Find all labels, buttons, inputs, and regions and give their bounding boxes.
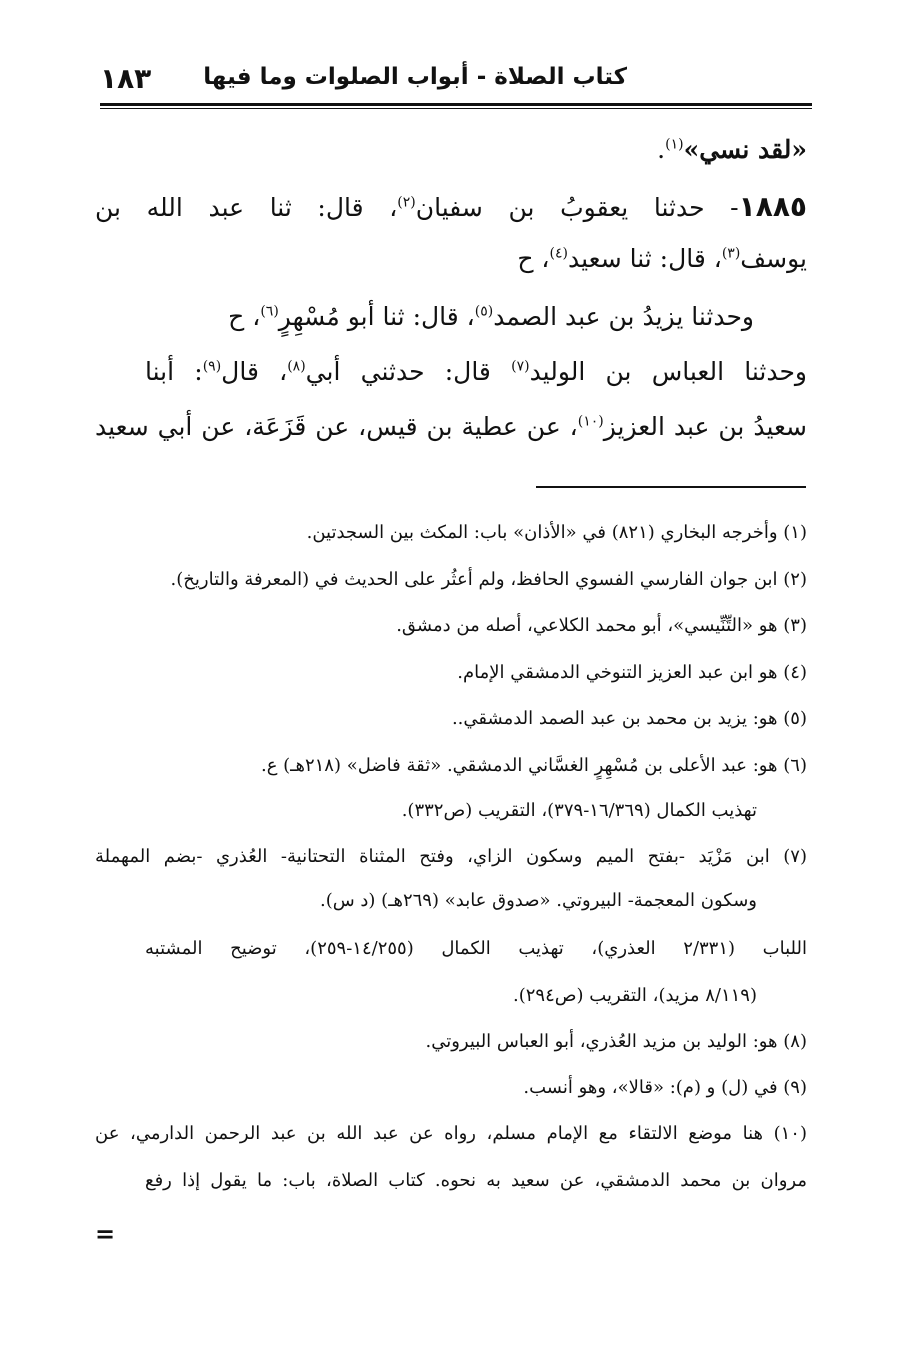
text-segment: سعيدُ بن عبد العزيز	[603, 412, 807, 441]
footnote-7-line-3: اللباب (٢/٣٣١ العذري)، تهذيب الكمال (١٤/٢٥٥-٢٥٩)، توضيح المشتبه	[145, 938, 807, 959]
footnote-ref: (١)	[665, 136, 684, 153]
footnote-separator	[536, 486, 806, 488]
sentence-end: .	[657, 135, 666, 164]
footnote-ref: (٣)	[721, 245, 741, 262]
text-segment: : أبنا	[145, 357, 203, 386]
footnote-5: (٥) هو: يزيد بن محمد بن عبد الصمد الدمشقي..	[451, 708, 807, 729]
footnote-3: (٣) هو «التِّنِّيسي»، أبو محمد الكلاعي، أصله من دمشق.	[396, 615, 807, 636]
continuation-mark: =	[95, 1219, 116, 1248]
footnote-ref: (١٠)	[577, 413, 604, 430]
main-line-5	[145, 357, 807, 387]
text-segment: ، ح	[228, 302, 261, 331]
text-segment: ، قال: ثنا أبو مُسْهِرٍ	[278, 302, 475, 331]
text-segment: يوسف	[740, 244, 807, 273]
footnote-ref: (٥)	[474, 303, 494, 320]
main-line-4	[228, 302, 754, 332]
page-header	[100, 58, 812, 102]
quoted-phrase: «لقد نسي»	[683, 135, 807, 164]
footnote-10-line-2: مروان بن محمد الدمشقي، عن سعيد به نحوه. كتاب الصلاة، باب: ما يقول إذا رفع	[145, 1170, 807, 1191]
footnote-8: (٨) هو: الوليد بن مزيد العُذري، أبو العباس البيروتي.	[425, 1031, 807, 1052]
text-segment: ، عن عطية بن قيس، عن قَزَعَة، عن أبي سعيد	[95, 412, 578, 441]
footnote-ref: (٢)	[397, 194, 416, 211]
text-segment: وحدثنا يزيدُ بن عبد الصمد	[493, 302, 754, 331]
footnote-ref: (٧)	[511, 358, 530, 375]
footnote-7-line-4: (٨/١١٩ مزيد)، التقريب (ص٢٩٤).	[513, 985, 757, 1006]
footnote-10: (١٠) هنا موضع الالتقاء مع الإمام مسلم، رواه عن عبد الله بن عبد الرحمن الدارمي، عن	[95, 1123, 808, 1144]
hadith-number: ١٨٨٥	[738, 190, 807, 223]
text-segment: قال: حدثني أبي	[305, 357, 512, 386]
footnote-7: (٧) ابن مَزْيَد -بفتح الميم وسكون الزاي، وفتح المثناة التحتانية- العُذري -بضم المهملة	[95, 846, 807, 867]
main-line-2	[95, 190, 807, 224]
page-number: ١٨٣	[100, 62, 152, 95]
text-segment: ، ح	[517, 244, 550, 273]
text-segment: ، قال: ثنا سعيد	[567, 244, 722, 273]
footnote-9: (٩) في (ل) و (م): «قالا»، وهو أنسب.	[523, 1077, 807, 1098]
text-segment: ، قال	[221, 357, 288, 386]
header-rule-thick	[100, 103, 812, 106]
footnote-6: (٦) هو: عبد الأعلى بن مُسْهِرٍ الغسَّاني الدمشقي. «ثقة فاضل» (٢١٨هـ) ع.	[260, 755, 807, 776]
running-title: كتاب الصلاة - أبواب الصلوات وما فيها	[203, 64, 627, 90]
footnote-1: (١) وأخرجه البخاري (٨٢١) في «الأذان» باب: المكث بين السجدتين.	[306, 522, 807, 543]
footnote-ref: (٩)	[202, 358, 222, 375]
header-rule-thin	[100, 108, 812, 109]
footnote-2: (٢) ابن جوان الفارسي الفسوي الحافظ، ولم أعثُر على الحديث في (المعرفة والتاريخ).	[170, 569, 807, 590]
footnote-4: (٤) هو ابن عبد العزيز التنوخي الدمشقي الإمام.	[457, 662, 807, 683]
footnote-7-line-2: وسكون المعجمة- البيروتي. «صدوق عابد» (٢٦٩هـ) (د س).	[319, 890, 757, 911]
footnote-6-continued: تهذيب الكمال (١٦/٣٦٩-٣٧٩)، التقريب (ص٣٣٢).	[401, 800, 757, 821]
footnote-ref: (٤)	[549, 245, 568, 262]
text-segment: - حدثنا يعقوبُ بن سفيان	[415, 193, 739, 222]
footnote-ref: (٦)	[260, 303, 279, 320]
main-line-1	[657, 135, 807, 165]
footnote-ref: (٨)	[287, 358, 306, 375]
main-line-3	[517, 244, 807, 274]
text-segment: وحدثنا العباس بن الوليد	[529, 357, 808, 386]
main-line-6	[95, 412, 807, 442]
text-segment: ، قال: ثنا عبد الله بن	[95, 193, 398, 222]
